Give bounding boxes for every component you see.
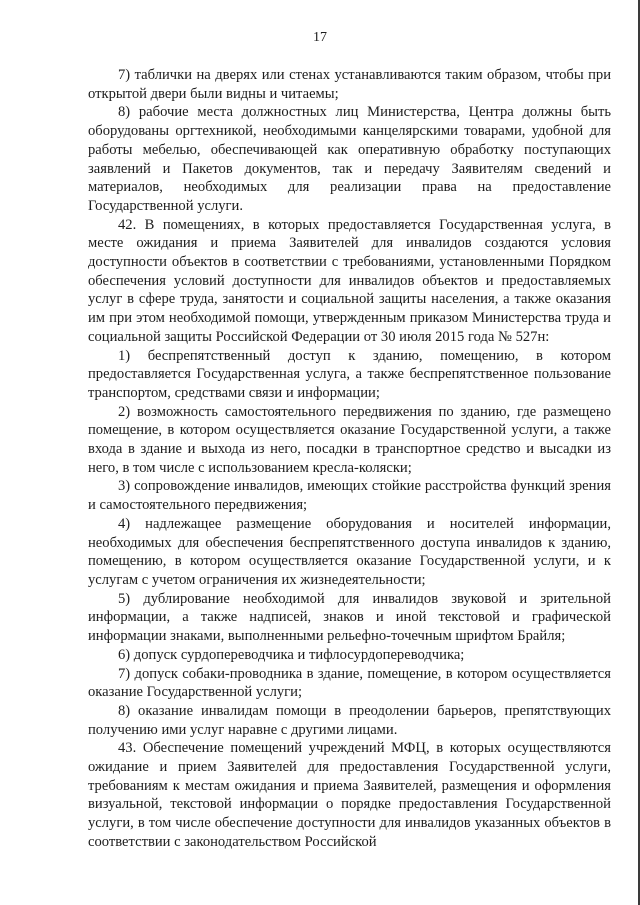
document-body xyxy=(88,66,611,852)
paragraph-section-43: 43. Обеспечение помещений учреждений МФЦ, в которых осуществляются ожидание и прием Заявителей для предоставления Государственной услуги, требованиям к местам ожидания и приема Заявителей, размещения и оформления визуальной, текстовой информации о порядке предоставления Государственной услуги, в том числе обеспечение доступности для инвалидов указанных объектов в соответствии с законодательством Российской xyxy=(88,740,611,850)
paragraph-item-7-guide-dog: 7) допуск собаки-проводника в здание, помещение, в котором осуществляется оказание Государственной услуги; xyxy=(88,665,611,701)
paragraph-item-6-interpreter: 6) допуск сурдопереводчика и тифлосурдопереводчика; xyxy=(118,646,465,663)
paragraph-item-8-workplaces: 8) рабочие места должностных лиц Министерства, Центра должны быть оборудованы оргтехникой, необходимыми канцелярскими товарами, удобной для работы мебелью, обеспечивающей как оперативную обработку поступающих заявлений и Пакетов документов, так и передачу Заявителям сведений и материалов, необходимых для реализации права на предоставление Государственной услуги. xyxy=(88,104,611,214)
paragraph-item-1-access: 1) беспрепятственный доступ к зданию, помещению, в котором предоставляется Государственная услуга, а также беспрепятственное пользование транспортом, средствами связи и информации; xyxy=(88,347,611,401)
paragraph-item-4-equipment: 4) надлежащее размещение оборудования и носителей информации, необходимых для обеспечения беспрепятственного доступа инвалидов к зданию, помещению, в котором осуществляется оказание Государственной услуги, и к услугам с учетом ограничения их жизнедеятельности; xyxy=(88,515,611,588)
paragraph-item-3-escort: 3) сопровождение инвалидов, имеющих стойкие расстройства функций зрения и самостоятельного передвижения; xyxy=(88,478,611,514)
page-number: 17 xyxy=(313,30,327,45)
paragraph-item-8-assistance: 8) оказание инвалидам помощи в преодолении барьеров, препятствующих получению ими услуг наравне с другими лицами. xyxy=(88,702,611,738)
paragraph-item-5-braille: 5) дублирование необходимой для инвалидов звуковой и зрительной информации, а также надписей, знаков и иной текстовой и графической информации знаками, выполненными рельефно-точечным шрифтом Брайля; xyxy=(88,590,611,645)
paragraph-item-2-movement: 2) возможность самостоятельного передвижения по зданию, где размещено помещение, в котором осуществляется оказание Государственной услуги, а также входа в здание и выхода из него, посадки в транспортное средство и высадки из него, в том числе с использованием кресла-коляски; xyxy=(88,403,611,476)
paragraph-item-7-door-signs: 7) таблички на дверях или стенах устанавливаются таким образом, чтобы при открытой двери были видны и читаемы; xyxy=(88,67,611,102)
paragraph-section-42: 42. В помещениях, в которых предоставляется Государственная услуга, в месте ожидания и приема Заявителей для инвалидов создаются условия доступности объектов в соответствии с требованиями, установленными Порядком обеспечения условий доступности для инвалидов объектов и предоставляемых услуг в сфере труда, занятости и социальной защиты населения, а также оказания им при этом необходимой помощи, утвержденным приказом Министерства труда и социальной защиты Российской Федерации от 30 июля 2015 года № 527н: xyxy=(88,216,611,345)
